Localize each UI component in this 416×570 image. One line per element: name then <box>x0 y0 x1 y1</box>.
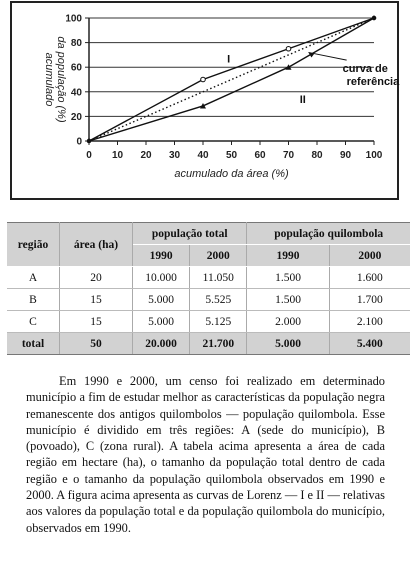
header-total-2000: 2000 <box>190 245 247 267</box>
description-paragraph <box>26 373 385 536</box>
curve-label-ii: II <box>299 93 306 106</box>
x-tick-label: 90 <box>339 150 352 161</box>
cell-regiao: C <box>7 311 60 333</box>
header-quilombola-1990: 1990 <box>247 245 329 267</box>
paragraph-line: dentro de cada região e o tamanho da população quilombola <box>26 455 385 486</box>
cell-quilombola-2000: 2.100 <box>329 311 410 333</box>
cell-quilombola-1990: 2.000 <box>247 311 329 333</box>
x-axis-title: acumulado da área (%) <box>174 168 289 180</box>
cell-quilombola-2000: 1.700 <box>329 289 410 311</box>
cell-area: 15 <box>60 311 133 333</box>
cell-total-label: total <box>7 333 60 355</box>
cell-total-1990: 10.000 <box>133 267 190 289</box>
cell-total-total-1990: 20.000 <box>133 333 190 355</box>
paragraph-line: Em 1990 e 2000, um censo foi realizado em determinado <box>59 374 385 388</box>
cell-area: 20 <box>60 267 133 289</box>
paragraph-line: município a fim de estudar melhor as características da população <box>26 390 355 405</box>
cell-regiao: B <box>7 289 60 311</box>
x-tick-label: 70 <box>282 150 295 161</box>
header-regiao: região <box>7 223 60 267</box>
endpoint-marker <box>372 16 376 20</box>
cell-quilombola-1990: 1.500 <box>247 267 329 289</box>
x-tick-label: 20 <box>140 150 152 161</box>
table-header-row <box>7 223 410 245</box>
population-table <box>7 222 410 355</box>
cell-total-2000: 5.525 <box>190 289 247 311</box>
plot-area <box>89 18 374 141</box>
x-tick-label: 10 <box>111 150 124 161</box>
y-tick-label: 100 <box>65 13 82 25</box>
lorenz-chart-svg <box>0 0 416 200</box>
header-populacao-total: população total <box>133 223 247 245</box>
y-tick-label: 80 <box>70 38 82 50</box>
x-tick-label: 80 <box>311 150 323 161</box>
paragraph-line: população quilombola do município, observados em 1990. <box>26 504 385 535</box>
x-tick-label: 100 <box>365 150 383 161</box>
population-table-container <box>7 222 410 355</box>
description-paragraph-container <box>26 373 385 536</box>
y-tick-label: 20 <box>70 111 82 123</box>
table-row <box>7 267 410 289</box>
paragraph-line: negra remanescente dos antigos quilombolos — população <box>26 390 385 421</box>
y-axis-title: da população (%) <box>55 36 67 123</box>
paragraph-line: Lorenz — I e II — relativas aos valores da população total e da <box>26 488 385 519</box>
x-tick-label: 0 <box>86 150 92 161</box>
cell-total-1990: 5.000 <box>133 289 190 311</box>
y-axis-title: acumulado <box>43 52 55 107</box>
paragraph-line: município), B (povoado), C (zona rural). A tabela acima apresenta <box>26 422 385 454</box>
lorenz-chart <box>0 0 416 200</box>
cell-area: 15 <box>60 289 133 311</box>
paragraph-line: quilombola. Esse município é dividido em três regiões: A (sede do <box>26 406 385 437</box>
endpoint-marker <box>87 139 91 143</box>
header-total-1990: 1990 <box>133 245 190 267</box>
y-tick-label: 60 <box>70 62 82 74</box>
cell-total-area: 50 <box>60 333 133 355</box>
reference-curve-label: curva de <box>342 63 388 76</box>
cell-quilombola-1990: 1.500 <box>247 289 329 311</box>
header-area: área (ha) <box>60 223 133 267</box>
cell-total-total-2000: 21.700 <box>190 333 247 355</box>
x-tick-label: 30 <box>168 150 181 161</box>
cell-regiao: A <box>7 267 60 289</box>
table-total-row <box>7 333 410 355</box>
data-point <box>201 77 206 82</box>
cell-total-quilombola-2000: 5.400 <box>329 333 410 355</box>
y-tick-label: 40 <box>70 87 82 99</box>
header-populacao-quilombola: população quilombola <box>247 223 410 245</box>
paragraph-line: observados em 1990 e 2000. A figura acima apresenta as curvas de <box>26 471 385 503</box>
header-quilombola-2000: 2000 <box>329 245 410 267</box>
y-tick-label: 0 <box>76 136 82 148</box>
x-tick-label: 40 <box>197 150 209 161</box>
data-point <box>286 46 291 51</box>
cell-quilombola-2000: 1.600 <box>329 267 410 289</box>
table-row <box>7 311 410 333</box>
table-row <box>7 289 410 311</box>
curve-label-i: I <box>227 53 231 66</box>
cell-total-quilombola-1990: 5.000 <box>247 333 329 355</box>
cell-total-2000: 5.125 <box>190 311 247 333</box>
x-tick-label: 50 <box>225 150 238 161</box>
paragraph-line: a área de cada região em hectare (ha), o tamanho da população total <box>26 439 385 470</box>
cell-total-1990: 5.000 <box>133 311 190 333</box>
reference-curve-label: referência <box>346 76 400 89</box>
cell-total-2000: 11.050 <box>190 267 247 289</box>
x-tick-label: 60 <box>254 150 266 161</box>
